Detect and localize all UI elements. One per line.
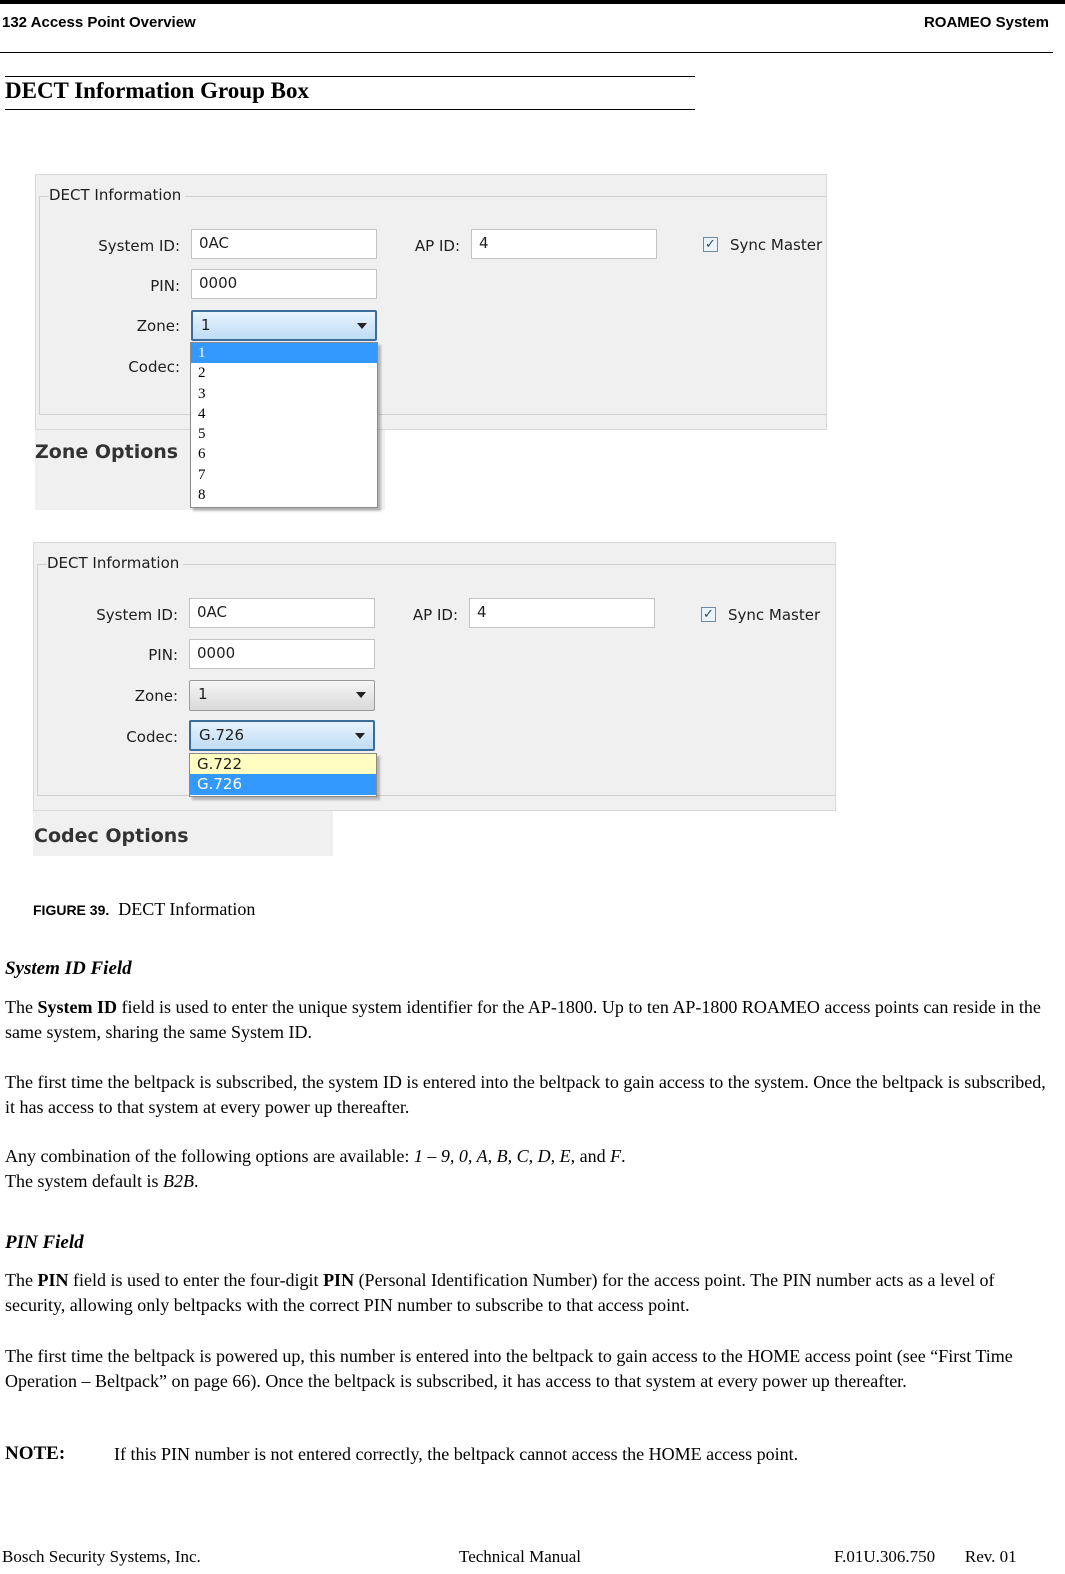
running-header-left: 132 Access Point Overview [2,14,196,31]
header-rule [0,52,1053,53]
italic-term: F [610,1146,622,1166]
zone-dropdown-value: 1 [201,316,211,334]
bold-term: PIN [323,1270,355,1290]
sync-master-label: Sync Master [728,606,821,624]
text-run: . [193,1171,199,1191]
footer-left: Bosch Security Systems, Inc. [2,1547,201,1566]
zone-option[interactable]: 8 [198,487,206,504]
system-id-label: System ID: [96,606,178,624]
zone-label: Zone: [136,317,180,335]
system-id-field[interactable]: 0AC [191,229,377,259]
group-box-frame [39,196,826,415]
codec-dropdown[interactable] [189,720,375,751]
bold-term: PIN [37,1270,69,1290]
system-id-paragraph-3 [5,1144,1055,1169]
pin-paragraph-1 [5,1268,1055,1318]
ap-id-label: AP ID: [414,237,460,255]
codec-options-list[interactable] [189,753,377,797]
zone-dropdown-value: 1 [198,685,208,703]
figure-title: DECT Information [118,899,256,919]
zone-options-list[interactable] [190,342,378,508]
zone-screenshot [35,174,827,430]
pin-field[interactable]: 0000 [191,269,377,299]
text-run: , and [570,1146,611,1166]
codec-screenshot [33,542,836,811]
text-run: field is used to enter the four-digit [68,1270,324,1290]
system-id-heading: System ID Field [5,958,132,979]
ap-id-field[interactable]: 4 [469,598,655,628]
codec-option[interactable]: G.722 [190,754,376,774]
zone-label: Zone: [134,687,178,705]
text-run: . [621,1146,626,1166]
ap-id-field[interactable]: 4 [471,229,657,259]
footer-center: Technical Manual [459,1547,582,1566]
figure-label: FIGURE 39. [33,902,110,918]
group-box-frame [37,564,835,796]
group-box-title: DECT Information [49,186,185,204]
zone-option[interactable]: 7 [198,466,206,483]
zone-option[interactable]: 5 [198,426,206,443]
figure-caption [33,899,255,920]
pin-label: PIN: [148,646,178,664]
text-run: field is used to enter the unique system identifier for the AP-1800. Up to ten AP-1800 ROAMEO access points can reside in the same system, sharing the same System ID. [5,997,1041,1042]
codec-label: Codec: [128,358,180,376]
chevron-down-icon [356,692,366,698]
codec-dropdown-value: G.726 [199,726,245,744]
section-rule-bottom [5,109,695,110]
sync-master-checkbox[interactable]: ✓ [703,237,718,252]
system-id-field[interactable]: 0AC [189,598,375,628]
section-title: DECT Information Group Box [5,78,309,103]
codec-label: Codec: [126,728,178,746]
system-id-label: System ID: [98,237,180,255]
zone-option[interactable]: 1 [191,343,377,363]
ap-id-label: AP ID: [412,606,458,624]
italic-term: B2B [162,1171,194,1191]
bold-term: System ID [37,997,117,1017]
text-run: (Personal Identification Number) for the access point. The PIN number acts as a level of security, allowing only beltpacks with the correct PIN number to subscribe to that access point. [5,1270,995,1315]
pin-label: PIN: [150,277,180,295]
text-run: The [5,997,38,1017]
codec-option[interactable]: G.726 [190,774,376,794]
chevron-down-icon [357,323,367,329]
top-rule [0,0,1065,4]
sync-master-checkbox[interactable]: ✓ [701,607,716,622]
text-run: The [5,1270,38,1290]
system-id-paragraph-1 [5,995,1055,1045]
zone-option[interactable]: 4 [198,405,206,422]
running-header-right: ROAMEO System [923,14,1049,31]
italic-term: 1 – 9, 0, A, B, C, D, E [413,1146,571,1166]
note-text: If this PIN number is not entered correctly, the beltpack cannot access the HOME access point. [114,1444,799,1464]
zone-option[interactable]: 3 [198,385,206,402]
text-run: The system default is [5,1171,163,1191]
zone-option[interactable]: 6 [198,446,206,463]
system-id-paragraph-2: The first time the beltpack is subscribed, the system ID is entered into the beltpack to gain access to the system. Once the beltpack is subscribed, it has access to that system at every power up thereafter. [5,1072,1046,1117]
system-id-paragraph-4 [5,1169,1055,1194]
footer-right: F.01U.306.750 Rev. 01 [834,1547,1017,1566]
zone-option[interactable]: 2 [198,365,206,382]
chevron-down-icon [355,733,365,739]
section-rule-top [5,76,695,77]
zone-options-caption: Zone Options [35,441,179,463]
group-box-title: DECT Information [47,554,183,572]
pin-field[interactable]: 0000 [189,639,375,669]
pin-paragraph-2: The first time the beltpack is powered up, this number is entered into the beltpack to gain access to the HOME access point (see “First Time Operation – Beltpack” on page 66). Once the beltpack is subscribed, it has access to that system at every power up thereafter. [5,1346,1013,1391]
zone-dropdown[interactable] [191,310,377,341]
note-label: NOTE: [5,1443,66,1464]
pin-heading: PIN Field [5,1232,84,1253]
text-run: Any combination of the following options are available: [5,1146,414,1166]
codec-options-caption: Codec Options [34,825,189,847]
sync-master-label: Sync Master [730,236,823,254]
zone-dropdown[interactable] [189,680,375,711]
